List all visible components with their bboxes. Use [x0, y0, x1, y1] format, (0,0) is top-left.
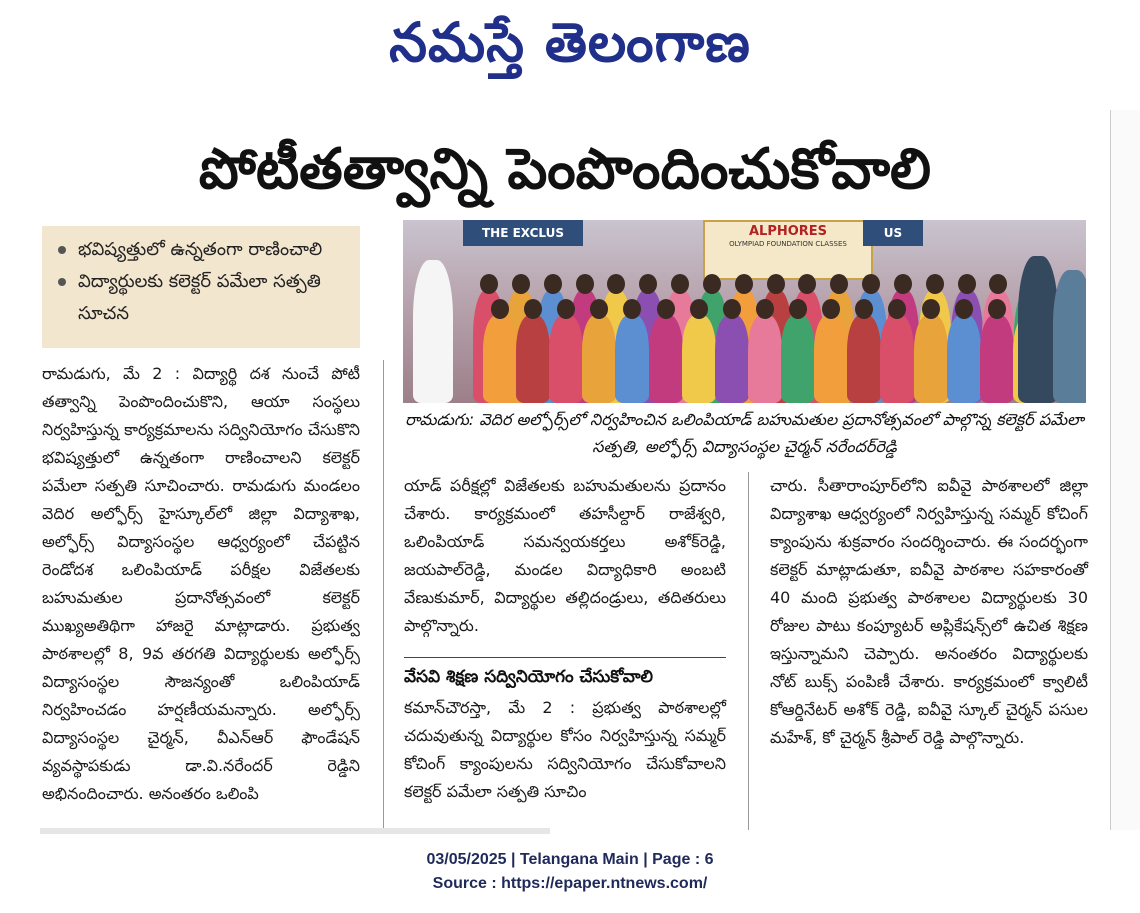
photo-figure-head — [671, 274, 689, 294]
photo-figure — [880, 315, 914, 403]
photo-figure-head — [491, 299, 509, 319]
highlight-text: భవిష్యత్తులో ఉన్నతంగా రాణించాలి — [78, 239, 323, 260]
photo-figure — [781, 315, 815, 403]
photo-board-left: THE EXCLUS — [463, 220, 583, 246]
article-body-text: కమాన్‌చౌరస్తా, మే 2 : ప్రభుత్వ పాఠశాలల్లో చదువుతున్న విద్యార్థుల కోసం నిర్వహిస్తున్న సమ్మర్ కోచింగ్ క్యాంపులను సద్వినియోగం చేసుకోవాలని కలెక్టర్ పమేలా సత్పతి సూచిం — [404, 698, 726, 801]
page-bottom-rule — [40, 828, 550, 834]
photo-figure — [814, 315, 848, 403]
photo-figure-head — [862, 274, 880, 294]
photo-figure-head — [756, 299, 774, 319]
photo-figure — [549, 315, 583, 403]
adjacent-page-edge — [1110, 110, 1140, 830]
highlight-item — [54, 234, 350, 266]
photo-figure-head — [512, 274, 530, 294]
column-divider — [748, 472, 749, 830]
photo-figure-head — [988, 299, 1006, 319]
photo-figure-head — [703, 274, 721, 294]
bullet-icon — [58, 246, 66, 254]
highlights-box — [42, 226, 360, 348]
article-body-text: యాడ్ పరీక్షల్లో విజేతలకు బహుమతులను ప్రదానం చేశారు. కార్యక్రమంలో తహసీల్దార్ రాజేశ్వరి, ఒలింపియాడ్ సమన్వయకర్తలు అశోక్‌రెడ్డి, జయపాల్‌రెడ్డి, మండల విద్యాధికారి అంబటి వేణుకుమార్, విద్యార్థుల తల్లిదండ్రులు, తదితరులు పాల్గొన్నారు. — [404, 476, 726, 635]
photo-figure-adult — [1053, 270, 1086, 403]
footer-source: Source : https://epaper.ntnews.com/ — [432, 875, 708, 892]
photo-figure — [483, 315, 517, 403]
column-divider — [383, 360, 384, 830]
article-body-text: రామడుగు, మే 2 : విద్యార్థి దశ నుంచే పోటీ తత్వాన్ని పెంపొందించుకొని, ఆయా సంస్థలు నిర్వహిస్తున్న కార్యక్రమాలను సద్వినియోగం చేసుకొని భవిష్యత్తులో ఉన్నతంగా రాణించాలని కలెక్టర్ పమేలా సత్పతి సూచించారు. రామడుగు మండలం వెదిర అల్ఫోర్స్ హైస్కూల్‌లో జిల్లా విద్యాశాఖ, అల్ఫోర్స్ విద్యాసంస్థల ఆధ్వర్యంలో చేపట్టిన రెండోదశ ఒలింపియాడ్ పరీక్షల విజేతలకు బహుమతుల ప్రదానోత్సవంలో కలెక్టర్ ముఖ్యఅతిథిగా హాజరై మాట్లాడారు. ప్రభుత్వ పాఠశాలల్లో 8, 9వ తరగతి విద్యార్థులకు అల్ఫోర్స్ విద్యాసంస్థల సౌజన్యంతో ఒలింపియాడ్ నిర్వహించడం హర్షణీయమన్నారు. అల్ఫోర్స్ విద్యాసంస్థల చైర్మన్, వీఎన్ఆర్ ఫౌండేషన్ వ్యవస్థాపకుడు డా.వి.నరేందర్ రెడ్డిని అభినందించారు. అనంతరం ఒలింపి — [42, 364, 360, 803]
photo-figure — [649, 315, 683, 403]
photo-figure-head — [894, 274, 912, 294]
photo-figure-head — [480, 274, 498, 294]
photo-caption: రామడుగు: వెదిర అల్ఫోర్స్‌లో నిర్వహించిన ఒలింపియాడ్ బహుమతుల ప్రదానోత్సవంలో పాల్గొన్న కలెక్టర్ పమేలా సత్పతి, అల్ఫోర్స్ విద్యాసంస్థల చైర్మన్ నరేందర్‌రెడ్డి — [405, 410, 1084, 456]
photo-figure-head — [955, 299, 973, 319]
photo-figure — [980, 315, 1014, 403]
highlight-text: విద్యార్థులకు కలెక్టర్ పమేలా సత్పతి సూచన — [78, 271, 321, 324]
photo-figure-head — [958, 274, 976, 294]
article-column-1 — [42, 360, 360, 808]
article-body-text: చారు. సీతారాంపూర్‌లోని ఐవీవై పాఠశాలలో జిల్లా విద్యాశాఖ ఆధ్వర్యంలో నిర్వహిస్తున్న సమ్మర్ కోచింగ్ క్యాంపును శుక్రవారం సందర్శించారు. ఈ సందర్భంగా కలెక్టర్ మాట్లాడుతూ, ఐవీవై పాఠశాల సహకారంతో 40 మంది ప్రభుత్వ పాఠశాలల విద్యార్థులకు 30 రోజుల పాటు కంప్యూటర్ అప్లికేషన్స్‌లో ఉచిత శిక్షణ ఇస్తున్నామని చెప్పారు. అనంతరం విద్యార్థులకు నోట్ బుక్స్ పంపిణీ చేశారు. కార్యక్రమంలో క్వాలిటీ కోఆర్డినేటర్ అశోక్ రెడ్డి, ఐవీవై స్కూల్ చైర్మన్ పసుల మహేశ్, కో చైర్మన్ శ్రీపాల్ రెడ్డి పాల్గొన్నారు. — [770, 476, 1088, 747]
photo-figure — [582, 315, 616, 403]
photo-figure — [847, 315, 881, 403]
photo-board-right: US — [863, 220, 923, 246]
bullet-icon — [58, 278, 66, 286]
photo-figure-head — [524, 299, 542, 319]
photo-banner — [703, 220, 873, 280]
photo-figure-head — [789, 299, 807, 319]
article-column-2 — [404, 472, 726, 640]
photo-figure-head — [690, 299, 708, 319]
sub-article-headline: వేసవి శిక్షణ సద్వినియోగం చేసుకోవాలి — [404, 657, 726, 690]
photo-figure — [715, 315, 749, 403]
photo-figure — [682, 315, 716, 403]
photo-figure-head — [576, 274, 594, 294]
photo-figure-head — [657, 299, 675, 319]
photo-figure-head — [767, 274, 785, 294]
photo-figure-head — [723, 299, 741, 319]
article-headline: పోటీతత్వాన్ని పెంపొందించుకోవాలి — [198, 137, 932, 202]
photo-figure — [516, 315, 550, 403]
photo-figure-head — [922, 299, 940, 319]
footer-date-page: 03/05/2025 | Telangana Main | Page : 6 — [426, 851, 714, 868]
photo-figure — [914, 315, 948, 403]
photo-figure — [615, 315, 649, 403]
highlight-item — [54, 266, 350, 330]
page-footer — [0, 848, 1140, 896]
photo-figure-head — [735, 274, 753, 294]
photo-figure — [947, 315, 981, 403]
event-photo — [403, 220, 1086, 403]
article-column-3 — [770, 472, 1088, 752]
photo-figure-head — [926, 274, 944, 294]
photo-figure-adult — [1018, 256, 1058, 403]
photo-banner-subtitle: OLYMPIAD FOUNDATION CLASSES — [729, 240, 847, 248]
photo-figure-head — [544, 274, 562, 294]
photo-banner-title: ALPHORES — [748, 224, 828, 239]
newspaper-masthead: నమస్తే తెలంగాణ — [389, 10, 751, 74]
photo-figure — [748, 315, 782, 403]
sub-article-column — [404, 694, 726, 806]
photo-figure-adult — [413, 260, 453, 403]
